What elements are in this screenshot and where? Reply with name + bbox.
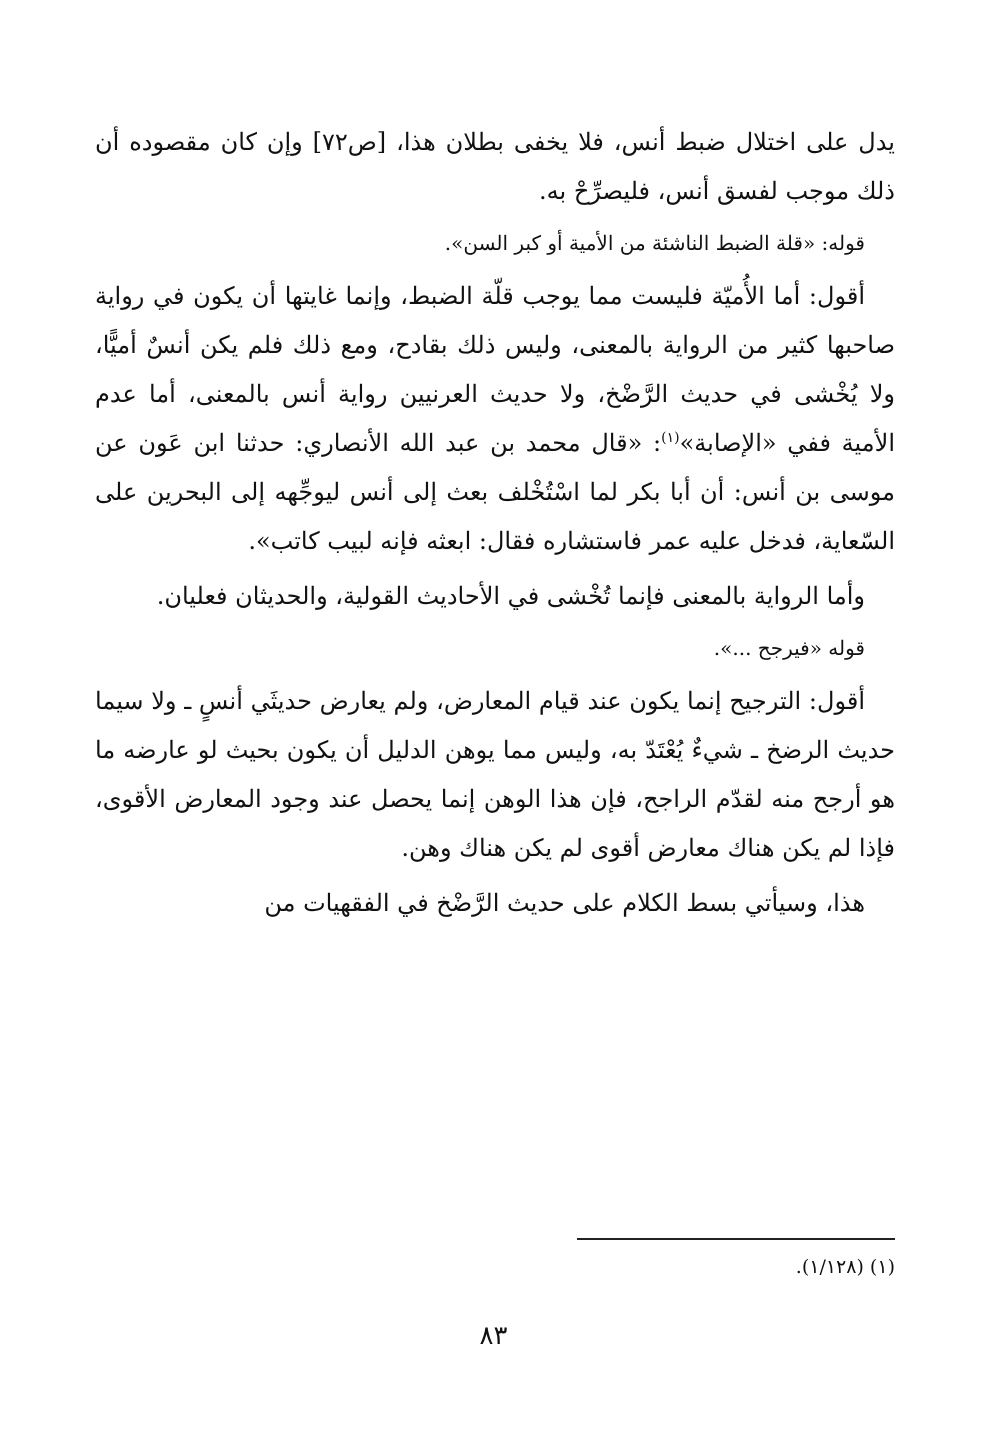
quote-2: قوله «فيرجح ...». <box>713 636 865 660</box>
paragraph-3: وأما الرواية بالمعنى فإنما تُخْشى في الأحاديث القولية، والحديثان فعليان. <box>156 582 865 610</box>
paragraph-1: يدل على اختلال ضبط أنس، فلا يخفى بطلان هذا، [ص٧٢] وإن كان مقصوده أن ذلك موجب لفسق أنس، فليصرِّحْ به. <box>95 128 895 205</box>
footnote-divider <box>577 1238 895 1240</box>
paragraph-2-text-b: : «قال محمد بن عبد الله الأنصاري: حدثنا ابن عَون عن موسى بن أنس: أن أبا بكر لما اسْتُخْلف بعث إلى أنس ليوجِّهه إلى البحرين على السّعاية، فدخل عليه عمر فاستشاره فقال: ابعثه فإنه لبيب كاتب». <box>95 429 895 555</box>
page-number: ٨٣ <box>479 1321 508 1351</box>
paragraph-2-text-a: أقول: أما الأُميّة فليست مما يوجب قلّة الضبط، وإنما غايتها أن يكون في رواية صاحبها كثير من الرواية بالمعنى، وليس ذلك بقادح، ومع ذلك فلم يكن أنسٌ أميًّا، ولا يُخْشى في حديث الرَّضْخ، ولا حديث العرنيين رواية أنس بالمعنى، أما عدم الأمية ففي «الإصابة» <box>95 282 896 457</box>
paragraph-4: أقول: الترجيح إنما يكون عند قيام المعارض، ولم يعارض حديثَي أنسٍ ـ ولا سيما حديث الرضخ ـ شيءٌ يُعْتَدّ به، وليس مما يوهن الدليل أن يكون بحيث لو عارضه ما هو أرجح منه لقدّم الراجح، فإن هذا الوهن إنما يحصل عند وجود المعارض الأقوى، فإذا لم يكن هناك معارض أقوى لم يكن هناك وهن. <box>95 687 895 862</box>
footnote-reference: (١) <box>661 430 680 446</box>
paragraph-2 <box>95 272 895 566</box>
paragraph-5: هذا، وسيأتي بسط الكلام على حديث الرَّضْخ في الفقهيات من <box>264 889 865 917</box>
quote-1: قوله: «قلة الضبط الناشئة من الأمية أو كبر السن». <box>444 231 865 255</box>
page-body <box>95 118 895 928</box>
footnote: (١) (١/١٢٨). <box>795 1256 895 1278</box>
